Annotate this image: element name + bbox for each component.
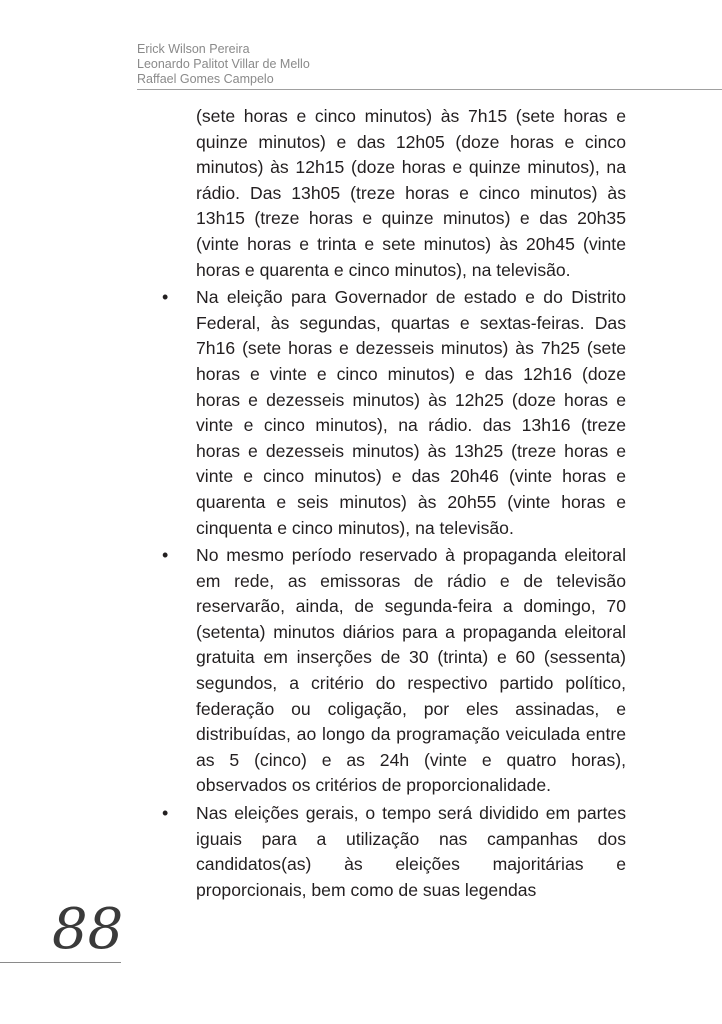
bullet-item bbox=[162, 801, 626, 903]
bullet-item-text: Na eleição para Governador de estado e do Distrito Federal, às segundas, quartas e sextas-feiras. Das 7h16 (sete horas e dezesseis minutos) às 7h25 (sete horas e vinte e cinco minutos) e das 12h16 (doze horas e dezesseis minutos) às 12h25 (doze horas e vinte e cinco minutos), na rádio. das 13h16 (treze horas e dezesseis minutos) às 13h25 (treze horas e vinte e cinco minutos) e das 20h46 (vinte horas e quarenta e seis minutos) às 20h55 (vinte horas e cinquenta e cinco minutos), na televisão. bbox=[196, 287, 626, 538]
bullet-item bbox=[162, 543, 626, 799]
page-number: 88 bbox=[52, 897, 124, 962]
running-header-authors bbox=[137, 42, 310, 87]
bullet-item bbox=[162, 285, 626, 541]
author-name: Erick Wilson Pereira bbox=[137, 42, 250, 56]
author-name: Leonardo Palitot Villar de Mello bbox=[137, 57, 310, 71]
bullet-item-text: Nas eleições gerais, o tempo será dividido em partes iguais para a utilização nas campanhas dos candidatos(as) às eleições majoritárias e proporcionais, bem como de suas legendas bbox=[196, 803, 626, 900]
bullet-item-text: No mesmo período reservado à propaganda eleitoral em rede, as emissoras de rádio e de televisão reservarão, ainda, de segunda-feira a domingo, 70 (setenta) minutos diários para a propaganda eleitoral gratuita em inserções de 30 (trinta) e 60 (sessenta) segundos, a critério do respectivo partido político, federação ou coligação, por eles assinadas, e distribuídas, ao longo da programação veiculada entre as 5 (cinco) e as 24h (vinte e quatro horas), observados os critérios de proporcionalidade. bbox=[196, 545, 626, 796]
footer-divider bbox=[0, 962, 121, 963]
bullet-icon: • bbox=[162, 287, 169, 308]
author-name: Raffael Gomes Campelo bbox=[137, 72, 274, 86]
header-divider bbox=[137, 89, 722, 90]
continuation-paragraph: (sete horas e cinco minutos) às 7h15 (sete horas e quinze minutos) e das 12h05 (doze horas e cinco minutos) às 12h15 (doze horas e quinze minutos), na rádio. Das 13h05 (treze horas e cinco minutos) às 13h15 (treze horas e quinze minutos) e das 20h35 (vinte horas e trinta e sete minutos) às 20h45 (vinte horas e quarenta e cinco minutos), na televisão. bbox=[196, 106, 626, 280]
body-text bbox=[162, 104, 626, 903]
bullet-icon: • bbox=[162, 545, 169, 566]
bullet-icon: • bbox=[162, 803, 169, 824]
